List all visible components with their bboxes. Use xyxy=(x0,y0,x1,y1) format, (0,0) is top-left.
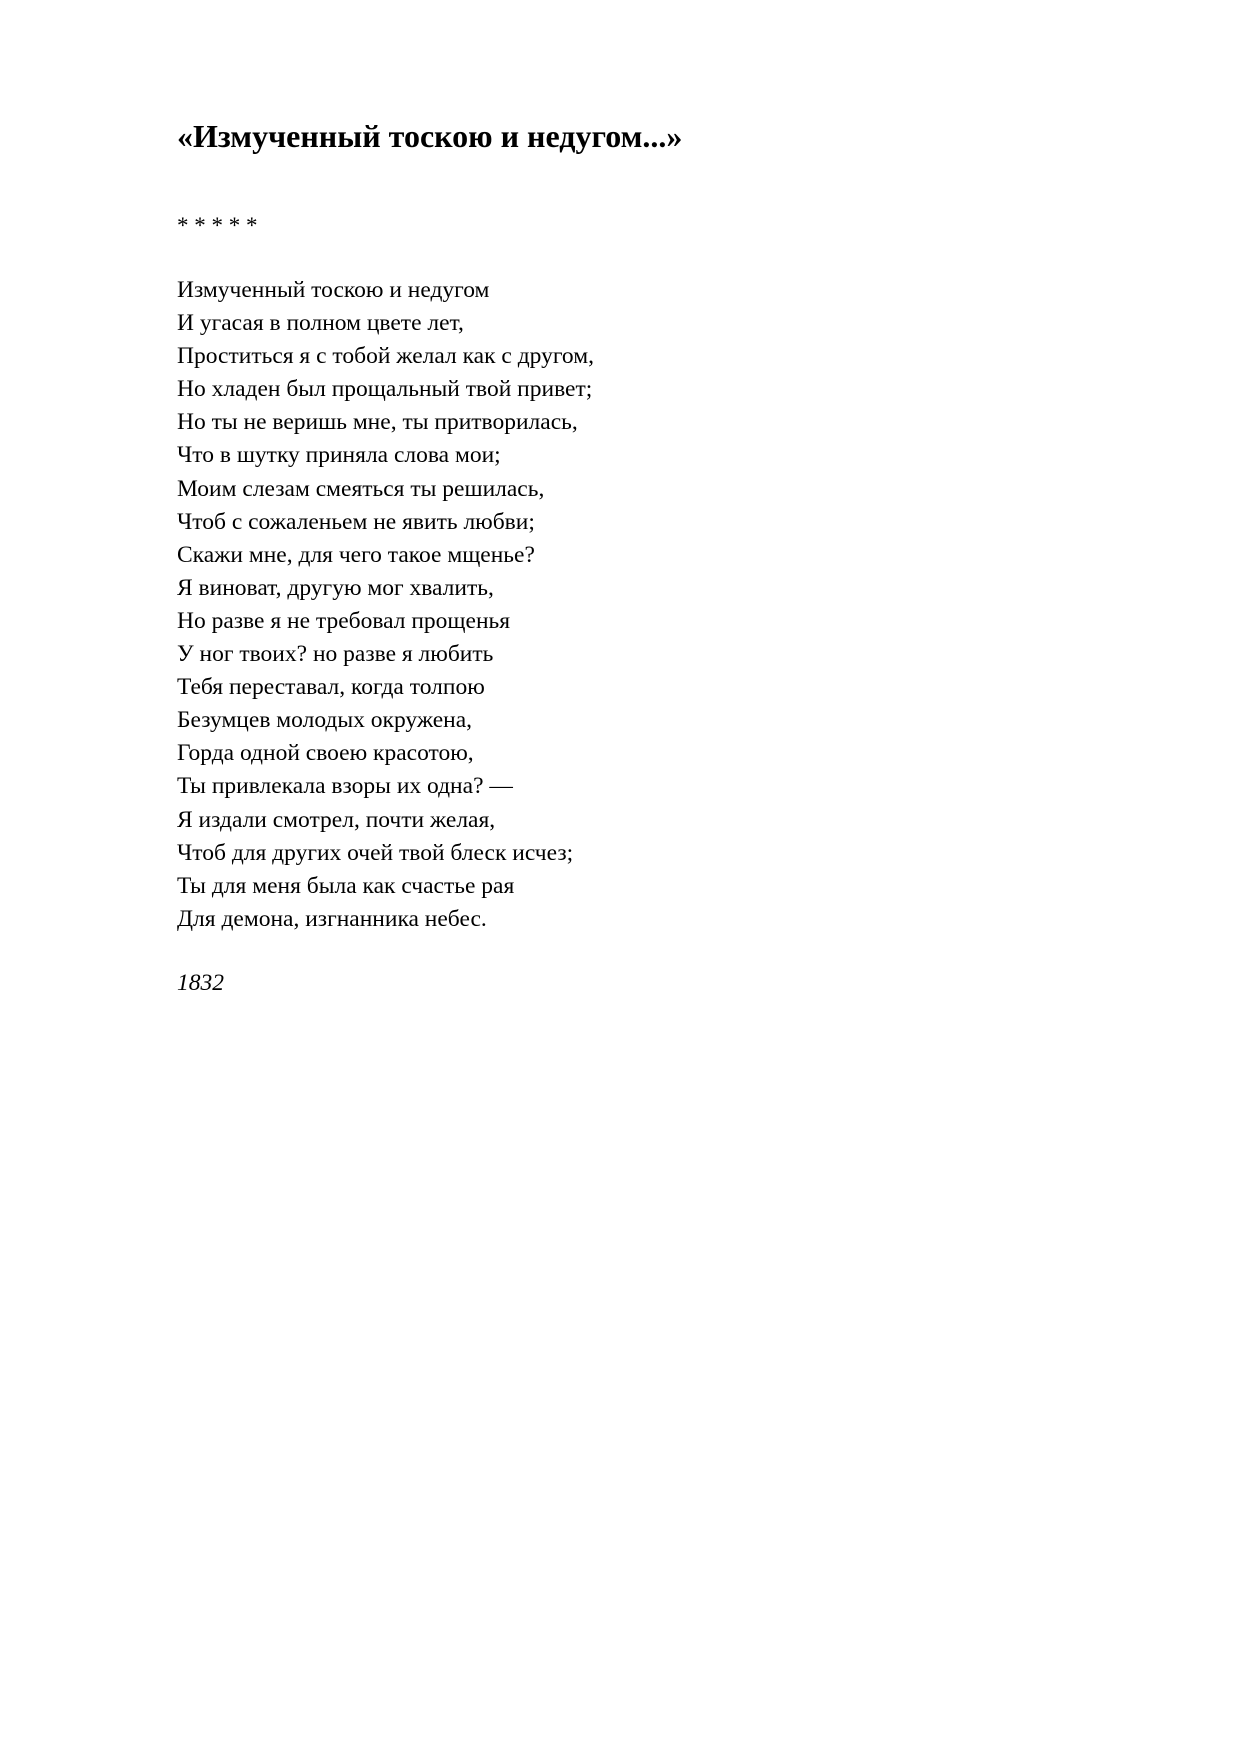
poem-line: Для демона, изгнанника небес. xyxy=(177,905,487,932)
poem-year: 1832 xyxy=(177,970,224,996)
poem-title: «Измученный тоскою и недугом...» xyxy=(177,118,683,154)
poem-line: Безумцев молодых окружена, xyxy=(177,707,473,734)
poem-line: Но разве я не требовал прощенья xyxy=(177,607,511,634)
section-separator: * * * * * xyxy=(177,213,258,238)
poem-body xyxy=(177,274,594,936)
poem-line: И угасая в полном цвете лет, xyxy=(177,310,464,337)
poem-line: Я виноват, другую мог хвалить, xyxy=(177,574,494,601)
poem-line: Моим слезам смеяться ты решилась, xyxy=(177,475,545,502)
poem-line: Что в шутку приняла слова мои; xyxy=(177,442,501,469)
poem-line: Чтоб для других очей твой блеск исчез; xyxy=(177,839,574,866)
poem-line: Чтоб с сожаленьем не явить любви; xyxy=(177,508,535,535)
poem-line: Измученный тоскою и недугом xyxy=(177,277,490,303)
poem-line: Ты для меня была как счастье рая xyxy=(177,872,515,899)
poem-line: Я издали смотрел, почти желая, xyxy=(177,806,496,833)
poem-line: Но хладен был прощальный твой привет; xyxy=(177,376,593,403)
poem-line: Горда одной своею красотою, xyxy=(177,740,474,767)
poem-line: Тебя переставал, когда толпою xyxy=(177,674,485,701)
poem-line: Проститься я с тобой желал как с другом, xyxy=(177,343,594,370)
poem-line: Скажи мне, для чего такое мщенье? xyxy=(177,541,535,568)
poem-line: Ты привлекала взоры их одна? — xyxy=(177,773,513,800)
poem-line: Но ты не веришь мне, ты притворилась, xyxy=(177,409,578,436)
poem-line: У ног твоих? но разве я любить xyxy=(177,641,494,668)
